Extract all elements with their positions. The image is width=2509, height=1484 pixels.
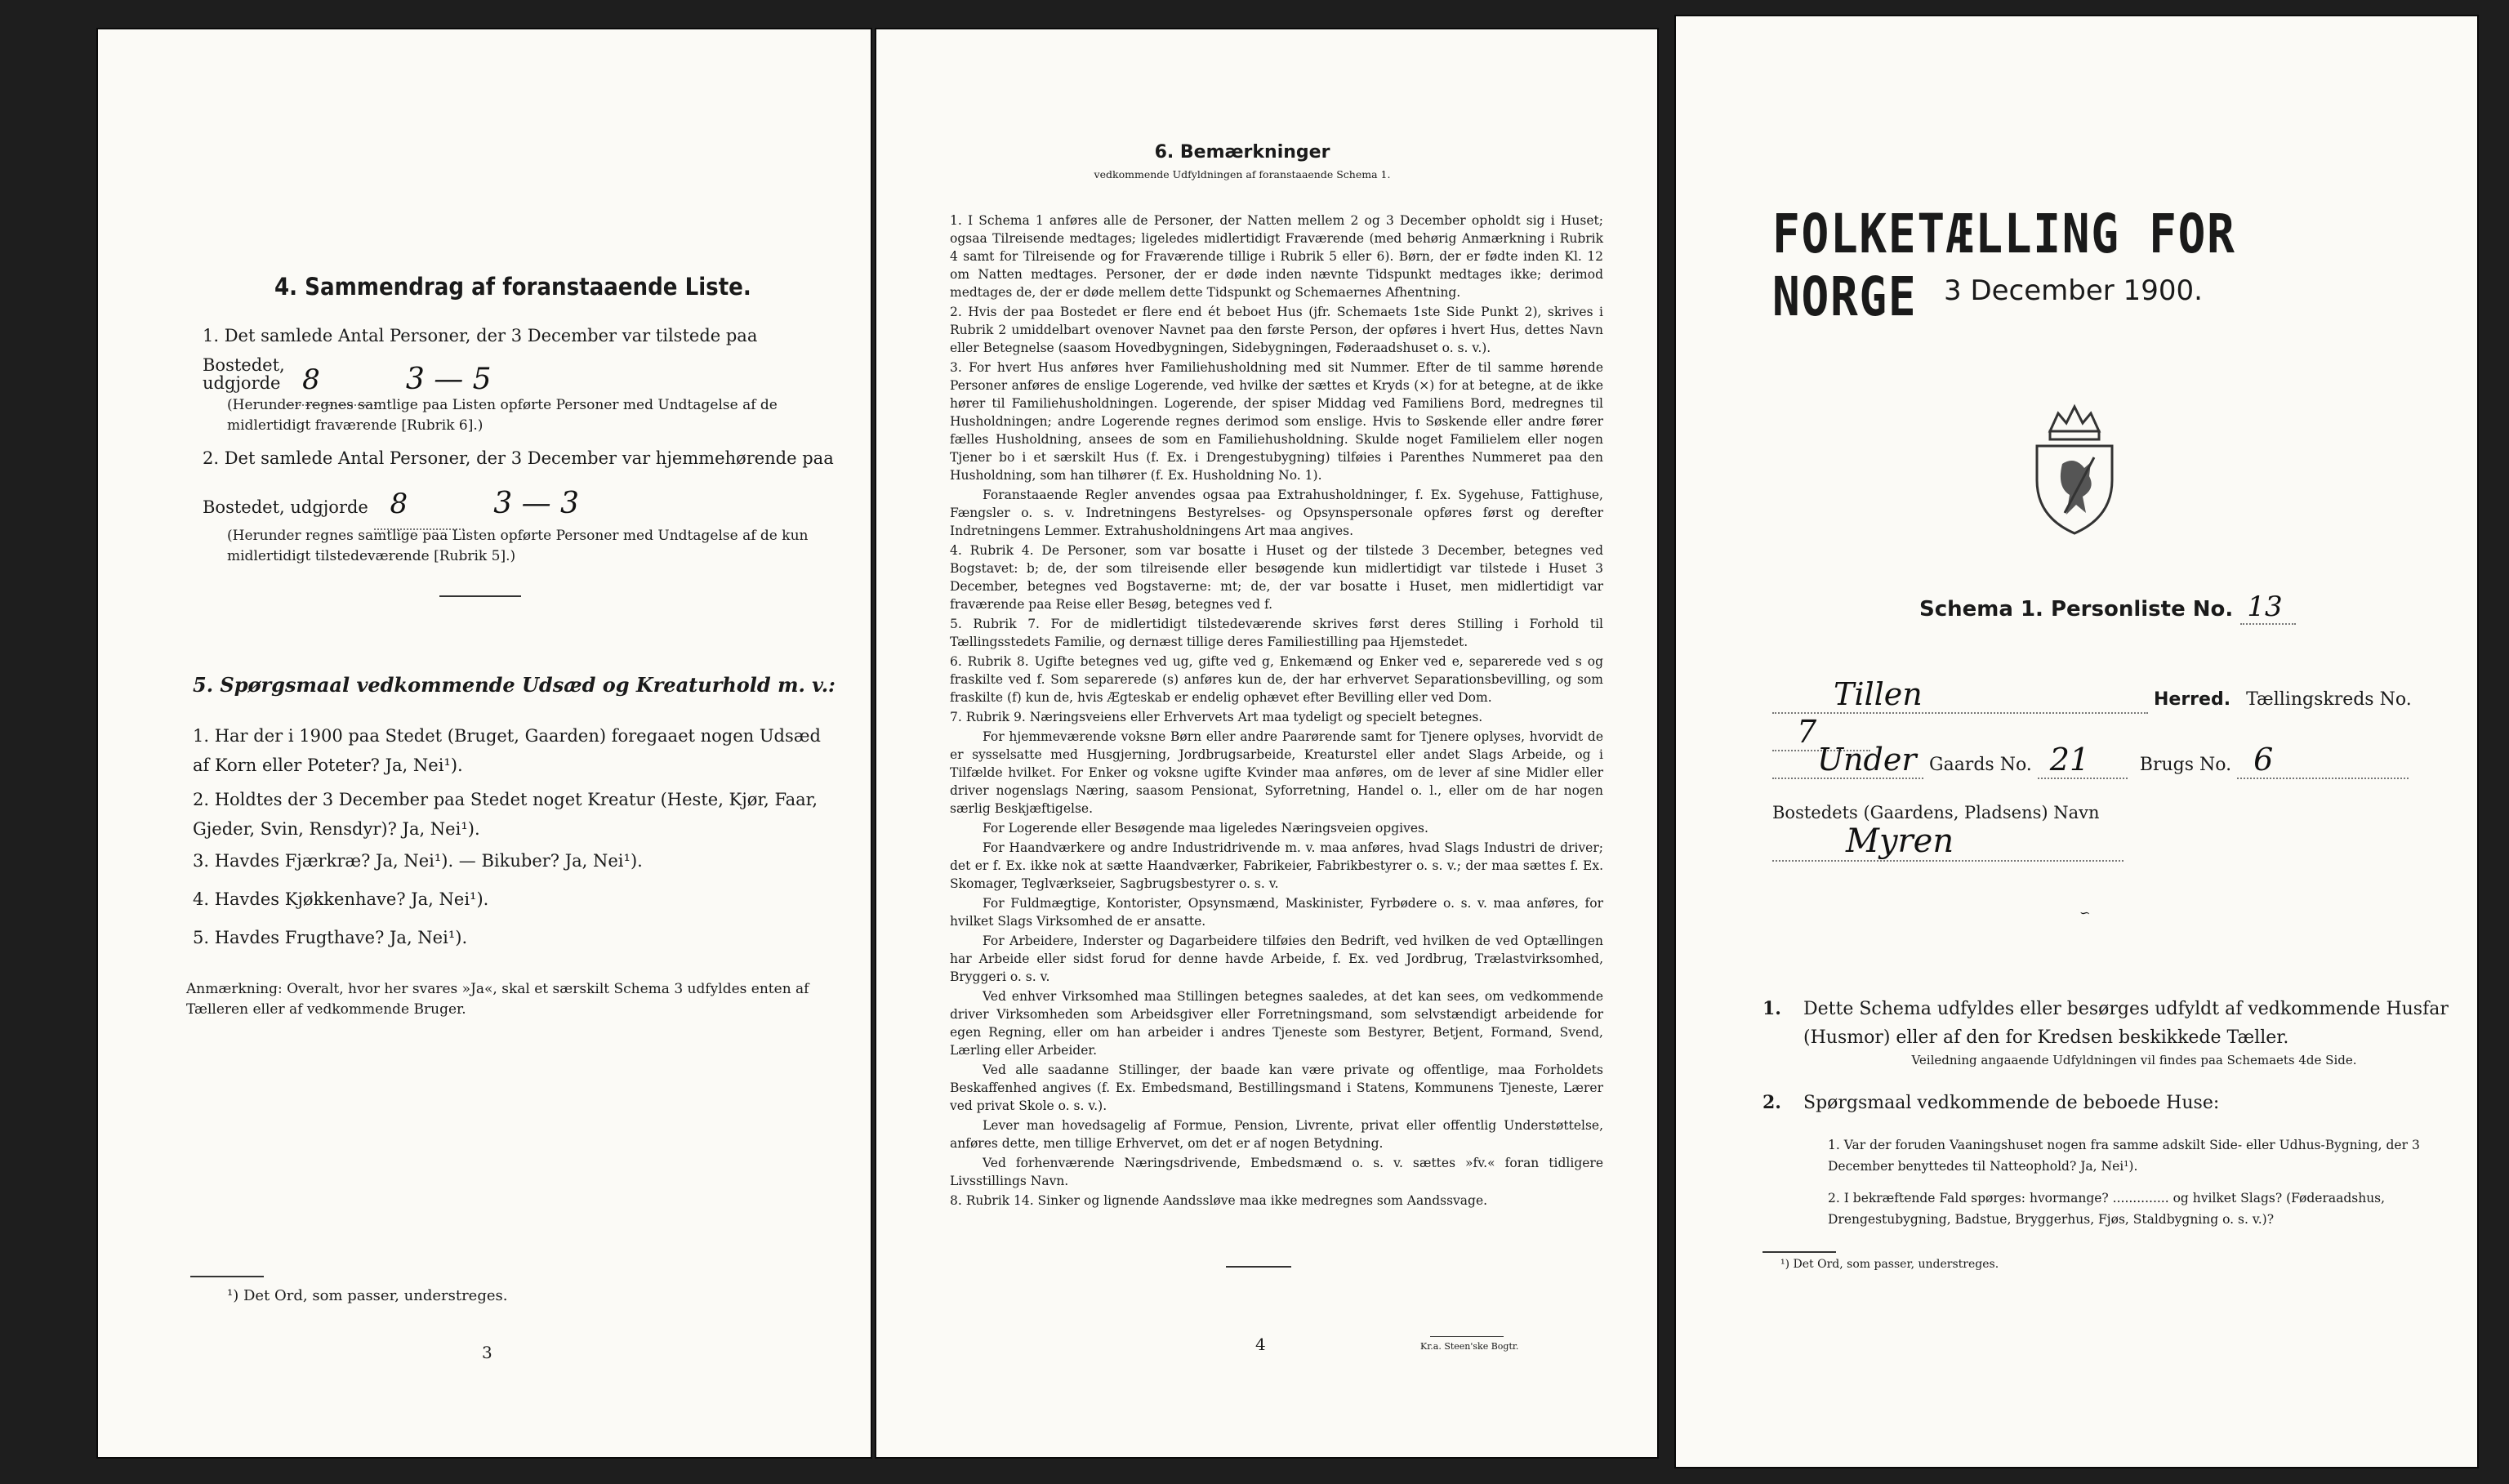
remark-paragraph: 3. For hvert Hus anføres hver Familiehusholdning med sit Nummer. Efter de til samme hørende Personer anføres de enslige Logerende, ved hvilke der sættes et Kryds (×) for at betegne, at de ikke hører til Familiehusholdningen. Logerende, der spiser Middag ved Familiens Bord, medregnes til Husholdningen; andre Logerende regnes derimod som enslige. Hvis to Søskende eller andre fører fælles Husholdning, ansees de som en Familiehusholdning. Skulde noget Familielem eller nogen Tjener bo i et særskilt Hus (f. Ex. i Drengestubygning) tilføies i Parenthes Nummeret paa den Husholdning, som han tilhører (f. Ex. Husholdning No. 1).	[950, 360, 1603, 483]
page-1-cover	[1674, 15, 2479, 1468]
gaards-no: 21	[2038, 742, 2128, 779]
divider	[439, 595, 521, 597]
census-date: 3 December 1900.	[1944, 274, 2203, 307]
section4-title: 4. Sammendrag af foranstaaende Liste.	[274, 273, 751, 301]
coat-of-arms-icon	[2025, 399, 2124, 537]
remark-paragraph: 2. Hvis der paa Bostedet er flere end ét beboet Hus (jfr. Schemaets 1ste Side Punkt 2), skrives i Rubrik 2 umiddelbart ovenover Navnet paa den første Person, der opføres i hvert Hus, dettes Navn eller Betegnelse (saasom Hovedbygningen, Sidebygningen, Føderaadshuset o. s. v.).	[950, 305, 1603, 355]
gaard-row	[1772, 742, 2450, 779]
instr1-sub: Veiledning angaaende Udfyldningen vil findes paa Schemaets 4de Side.	[1911, 1053, 2357, 1068]
item1-value: 8	[286, 357, 376, 406]
remark-paragraph: For Arbeidere, Inderster og Dagarbeidere tilføies den Bedrift, ved hvilken de ved Optællingen har Arbeide eller sidst forud for denne havde Arbeide, f. Ex. ved Jordbrug, Trælastvirksomhed, Bryggeri o. s. v.	[950, 934, 1603, 984]
kreds-no: 7	[1772, 714, 1870, 751]
remark-paragraph: Ved enhver Virksomhed maa Stillingen betegnes saaledes, at det kan sees, om vedkommende driver Virksomheden som Arbeidsgiver eller Forretningsmand, som selvstændigt arbeidende for egen Regning, eller om han arbeider i andres Tjeneste som Bestyrer, Betjent, Formand, Svend, Lærling eller Arbeider.	[950, 989, 1603, 1058]
remark-paragraph: Ved forhenværende Næringsdrivende, Embedsmænd o. s. v. sættes »fv.« foran tidligere Livsstillings Navn.	[950, 1156, 1603, 1188]
instr1-text: Dette Schema udfyldes eller besørges udfyldt af vedkommende Husfar (Husmor) eller af den for Kredsen beskikkede Tæller.	[1803, 999, 2449, 1049]
section5-title: 5. Spørgsmaal vedkommende Udsæd og Kreaturhold m. v.:	[193, 673, 836, 697]
item1-hand: 3 — 5	[405, 363, 492, 396]
schema-label: Schema 1. Personliste No.	[1919, 597, 2234, 622]
remark-paragraph: For hjemmeværende voksne Børn eller andre Paarørende samt for Tjenere oplyses, hvorvidt de er sysselsatte med Husgjerning, Jordbrugsarbeide, Kreaturstel eller andet Slags Arbeide, og i Tilfælde hvilket. For Enker og voksne ugifte Kvinder maa anføres, om de lever af sine Midler eller driver nogenslags Næring, saasom Pensionat, Syforretning, Handel o. l., eller om de har nogen særlig Beskjæftigelse.	[950, 729, 1603, 816]
item1-lead: udgjorde	[203, 373, 281, 393]
printer: Kr.a. Steen'ske Bogtr.	[1420, 1341, 1519, 1352]
divider	[1226, 1266, 1291, 1268]
footnote: ¹) Det Ord, som passer, understreges.	[1780, 1258, 1999, 1271]
anmaerkning: Anmærkning: Overalt, hvor her svares »Ja«, skal et særskilt Schema 3 udfyldes enten af Tælleren eller af vedkommende Bruger.	[186, 981, 809, 1018]
bosted-row	[1772, 803, 2450, 862]
remark-paragraph: For Fuldmægtige, Kontorister, Opsynsmænd, Maskinister, Fyrbødere o. s. v. maa anføres, for hvilket Slags Virksomhed de er ansatte.	[950, 896, 1603, 929]
gaards-label: Gaards No.	[1929, 755, 2032, 775]
remarks-subtitle: vedkommende Udfyldningen af foranstaaende Schema 1.	[1094, 168, 1391, 180]
remark-paragraph: Ved alle saadanne Stillinger, der baade kan være private og offentlige, maa Forholdets Beskaffenhed angives (f. Ex. Embedsmand, Bestillingsmand i Statens, Kommunens Tjeneste, Lærer ved privat Skole o. s. v.).	[950, 1063, 1603, 1113]
remark-paragraph: 1. I Schema 1 anføres alle de Personer, der Natten mellem 2 og 3 December opholdt sig i Huset; ogsaa Tilreisende medtages; ligeledes midlertidigt Fraværende (med behørig Anmærkning i Rubrik 4 samt for Tilreisende og for Fraværende tillige i Rubrik 5 eller 6). Børn, der er fødte inden Kl. 12 om Natten medtages. Personer, der er døde inden nævnte Tidspunkt medtages ikke; derimod medtages de, der er døde mellem dette Tidspunkt og Schemaernes Afhentning.	[950, 213, 1603, 300]
item1-line1: 1. Det samlede Antal Personer, der 3 December var tilstede paa Bostedet,	[203, 326, 758, 375]
item2-note: (Herunder regnes samtlige paa Listen opførte Personer med Undtagelse af de kun midlertidigt tilstedeværende [Rubrik 5].)	[227, 528, 809, 564]
ornament: ∽	[2079, 905, 2091, 920]
page-3	[96, 28, 872, 1459]
remark-paragraph: 5. Rubrik 7. For de midlertidigt tilstedeværende skrives først deres Stilling i Forhold til Tællingsstedets Familie, og dernæst tillige deres Familiestilling paa Hjemstedet.	[950, 617, 1603, 649]
remarks-body	[950, 212, 1603, 1211]
instr1: 1. Dette Schema udfyldes eller besørges udfyldt af vedkommende Husfar (Husmor) eller af den for Kredsen beskikkede Tæller. Veiledning angaaende Udfyldningen vil findes paa Schemaets 4de Side.	[1763, 995, 2465, 1070]
remark-paragraph: Lever man hovedsagelig af Formue, Pension, Livrente, privat eller offentlig Understøttelse, anføres dette, men tillige Erhvervet, om det er af nogen Betydning.	[950, 1118, 1603, 1151]
remark-paragraph: For Logerende eller Besøgende maa ligeledes Næringsveien opgives.	[983, 821, 1428, 836]
schema-no: 13	[2240, 590, 2296, 625]
instr2-q2: 2. I bekræftende Fald spørges: hvormange? .............. og hvilket Slags? (Føderaadshus, Drengestubygning, Badstue, Bryggerhus, Fjøs, Staldbygning o. s. v.)?	[1828, 1191, 2386, 1227]
item2-lead: Bostedet, udgjorde	[203, 497, 368, 517]
q4: 4. Havdes Kjøkkenhave? Ja, Nei¹).	[193, 889, 489, 909]
q3: 3. Havdes Fjærkræ? Ja, Nei¹). — Bikuber? Ja, Nei¹).	[193, 851, 643, 871]
instr2-q1: 1. Var der foruden Vaaningshuset nogen fra samme adskilt Side- eller Udhus-Bygning, der 3 December benyttedes til Natteophold? Ja, Nei¹).	[1828, 1138, 2420, 1174]
remark-paragraph: Foranstaaende Regler anvendes ogsaa paa Extrahusholdninger, f. Ex. Sygehuse, Fattighuse, Fængsler o. s. v. Indretningens Bestyrelses- og Opsynspersonale opføres først og derefter Indretningens Lemmer. Extrahusholdningens Art maa angives.	[950, 488, 1603, 538]
q1: 1. Har der i 1900 paa Stedet (Bruget, Gaarden) foregaaet nogen Udsæd af Korn eller Poteter? Ja, Nei¹).	[193, 726, 821, 775]
item1-note: (Herunder regnes samtlige paa Listen opførte Personer med Undtagelse af de midlertidigt fraværende [Rubrik 6].)	[227, 397, 778, 434]
herred-row	[1772, 676, 2450, 751]
brugs-label: Brugs No.	[2139, 755, 2232, 775]
remark-paragraph: 8. Rubrik 14. Sinker og lignende Aandssløve maa ikke medregnes som Aandssvage.	[950, 1193, 1488, 1208]
remark-paragraph: 6. Rubrik 8. Ugifte betegnes ved ug, gifte ved g, Enkemænd og Enker ved e, separerede ved s og fraskilte ved f. Som separerede (s) anføres kun de, der har erhvervet Separationsbevilling, og som fraskilte (f) kun de, hvis Ægteskab er endelig ophævet efter Bevilling eller ved Dom.	[950, 654, 1603, 705]
item2-line1: 2. Det samlede Antal Personer, der 3 December var hjemmehørende paa	[203, 448, 834, 468]
footnote-rule	[1763, 1251, 1836, 1253]
footnote-rule	[190, 1276, 264, 1277]
footnote: ¹) Det Ord, som passer, understreges.	[227, 1287, 508, 1304]
page-4	[872, 28, 1659, 1459]
gaard-value: Under	[1772, 742, 1923, 779]
instr2-text: Spørgsmaal vedkommende de beboede Huse:	[1803, 1093, 2220, 1113]
q2: 2. Holdtes der 3 December paa Stedet noget Kreatur (Heste, Kjør, Faar, Gjeder, Svin, Rensdyr)? Ja, Nei¹).	[193, 790, 818, 839]
page-number: 3	[482, 1343, 492, 1362]
item2-value-row	[203, 479, 840, 530]
item2-value: 8	[374, 481, 464, 530]
bosted-value: Myren	[1772, 822, 2124, 862]
remarks-title: 6. Bemærkninger	[1154, 142, 1330, 163]
page-number: 4	[1255, 1335, 1266, 1354]
q5: 5. Havdes Frugthave? Ja, Nei¹).	[193, 928, 468, 947]
instr2: 2. Spørgsmaal vedkommende de beboede Huse: 1. Var der foruden Vaaningshuset nogen fra samme adskilt Side- eller Udhus-Bygning, der 3 December benyttedes til Natteophold? Ja, Nei¹). 2. I bekræftende Fald spørges: hvormange? .............. og hvilket Slags? (Føderaadshus, Drengestubygning, Badstue, Bryggerhus, Fjøs, Staldbygning o. s. v.)?	[1763, 1089, 2465, 1230]
remark-paragraph: For Haandværkere og andre Industridrivende m. v. maa anføres, hvad Slags Industri de driver; det er f. Ex. ikke nok at sætte Haandværker, Fabrikeier, Fabrikbestyrer o. s. v.; der maa sættes f. Ex. Skomager, Teglværkseier, Sagbrugsbestyrer o. s. v.	[950, 840, 1603, 891]
brugs-no: 6	[2237, 742, 2409, 779]
herred-label: Herred.	[2154, 689, 2231, 710]
census-title: FOLKETÆLLING FOR NORGE	[1772, 203, 2236, 328]
item2-hand: 3 — 3	[493, 487, 579, 520]
herred-value: Tillen	[1772, 676, 2148, 714]
bosted-label: Bostedets (Gaardens, Pladsens) Navn	[1772, 803, 2100, 822]
kreds-label: Tællingskreds No.	[2246, 689, 2412, 710]
remark-paragraph: 7. Rubrik 9. Næringsveiens eller Erhvervets Art maa tydeligt og specielt betegnes.	[950, 710, 1483, 724]
remark-paragraph: 4. Rubrik 4. De Personer, som var bosatte i Huset og der tilstede 3 December, betegnes ved Bogstavet: b; de, der som tilreisende eller besøgende kun midlertidigt var tilstede i Huset 3 December, betegnes ved Bogstaverne: mt; de, der var bosatte i Huset, men midlertidigt var fraværende paa Reise eller Besøg, betegnes ved f.	[950, 543, 1603, 612]
schema-row	[1919, 590, 2296, 625]
printer-rule	[1430, 1336, 1504, 1337]
